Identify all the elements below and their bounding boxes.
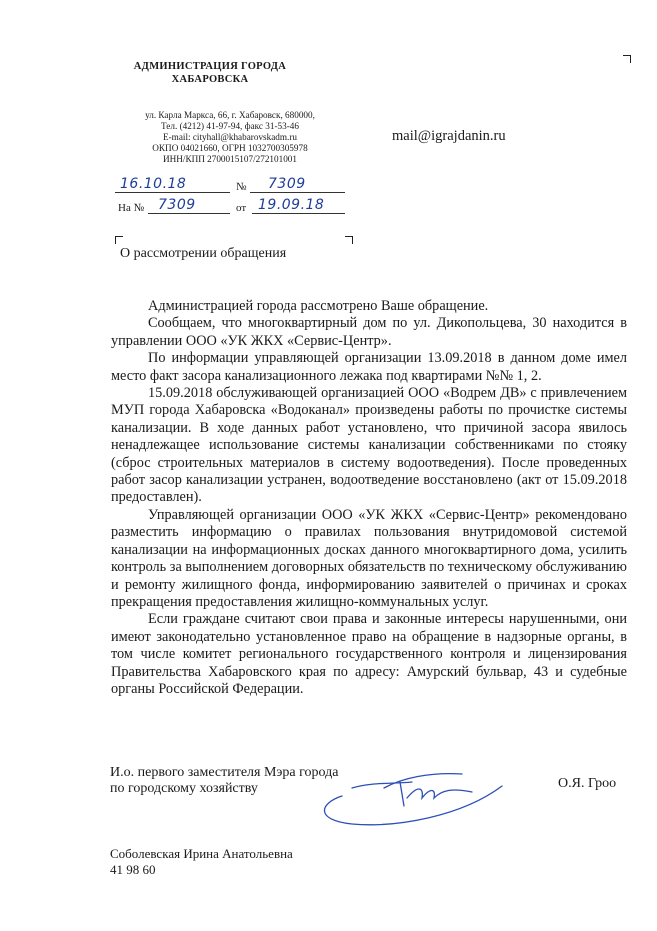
org-address: ул. Карла Маркса, 66, г. Хабаровск, 680000, <box>145 110 315 120</box>
body-paragraph-6: Если граждане считают свои права и законные интересы нарушенными, они имеют законодательно установленное право на обращение в надзорные органы, в том числе комитет регионального государственного контроля и лицензирования Правительства Хабаровского края по адресу: Амурский бульвар, 43 и судебные органы Российской Федерации. <box>111 611 627 697</box>
org-phone: Тел. (4212) 41-97-94, факс 31-53-46 <box>161 121 299 131</box>
subject-corner-left <box>115 236 123 244</box>
org-email: E-mail: cityhall@khabarovskadm.ru <box>163 132 297 142</box>
subject-corner-right <box>345 236 353 244</box>
signatory-position <box>110 765 338 797</box>
ref-number-line <box>148 213 230 214</box>
body-paragraph-1: Администрацией города рассмотрено Ваше обращение. <box>148 298 489 314</box>
recipient-corner-mark <box>623 55 631 63</box>
org-okpo: ОКПО 04021660, ОГРН 1032700305978 <box>152 143 308 153</box>
body-paragraph-3: По информации управляющей организации 13.09.2018 в данном доме имел место факт засора канализационного лежака под квартирами №№ 1, 2. <box>111 350 627 384</box>
executor-info <box>110 846 293 878</box>
reg-number-line <box>250 192 345 193</box>
executor-name: Соболевская Ирина Анатольевна <box>110 846 293 861</box>
ref-number: 7309 <box>158 197 196 213</box>
handwritten-signature <box>312 758 512 828</box>
subject-line: О рассмотрении обращения <box>120 246 287 261</box>
reg-number: 7309 <box>268 176 306 192</box>
letter-body <box>111 298 627 698</box>
reg-number-label: № <box>236 181 247 193</box>
org-name-line1: АДМИНИСТРАЦИЯ ГОРОДА <box>133 61 287 72</box>
organization-details <box>120 110 340 165</box>
position-line2: по городскому хозяйству <box>110 781 258 796</box>
reg-date: 16.10.18 <box>120 176 187 192</box>
body-paragraph-5: Управляющей организации ООО «УК ЖКХ «Сервис-Центр» рекомендовано разместить информацию о правилах пользования внутридомовой системой канализации на информационных досках данного многоквартирного дома, усилить контроль за выполнением договорных обязательств по техническому обслуживанию и ремонту жилищного фонда, информированию заявителей о причинах и сроках прекращения предоставления жилищно-коммунальных услуг. <box>111 506 627 610</box>
executor-phone: 41 98 60 <box>110 862 156 877</box>
ref-date-line <box>252 213 345 214</box>
reg-date-line <box>115 192 230 193</box>
body-paragraph-2: Сообщаем, что многоквартирный дом по ул. Дикопольцева, 30 находится в управлении ООО «УК ЖКХ «Сервис-Центр». <box>111 315 627 349</box>
ref-date: 19.09.18 <box>258 197 325 213</box>
recipient-email: mail@igrajdanin.ru <box>392 128 506 144</box>
position-line1: И.о. первого заместителя Мэра города <box>110 765 339 780</box>
org-inn: ИНН/КПП 2700015107/272101001 <box>163 154 297 164</box>
signatory-name: О.Я. Гроо <box>558 776 617 791</box>
ref-number-label: На № <box>118 202 145 214</box>
ref-date-label: от <box>236 202 247 214</box>
org-name-line2: ХАБАРОВСКА <box>171 74 249 85</box>
body-paragraph-4: 15.09.2018 обслуживающей организацией ООО «Водрем ДВ» с привлечением МУП города Хабаровска «Водоканал» произведены работы по прочистке системы канализации. В ходе данных работ установлено, что причиной засора явилось ненадлежащее использование системы канализации собственниками по стояку (сброс строительных материалов в систему водоотведения). После проведенных работ засор канализации устранен, водоотведение восстановлено (акт от 15.09.2018 предоставлен). <box>111 385 627 506</box>
organization-name <box>110 60 310 86</box>
